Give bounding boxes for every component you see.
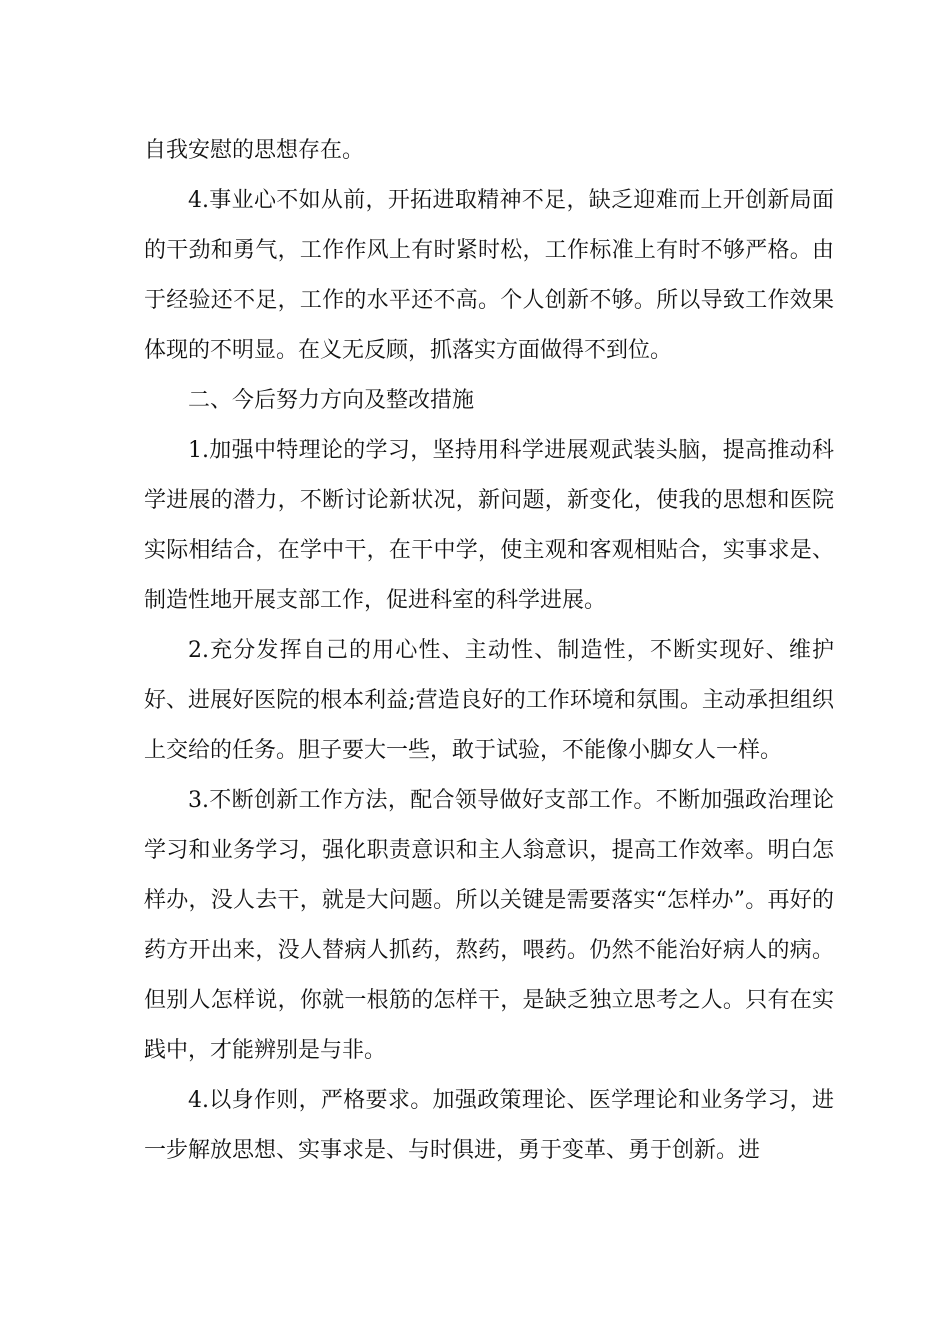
paragraph-measure-4: 4.以身作则，严格要求。加强政策理论、医学理论和业务学习，进一步解放思想、实事求是、与时俱进，勇于变革、勇于创新。进 — [144, 1088, 834, 1163]
paragraph-measure-3: 3.不断创新工作方法，配合领导做好支部工作。不断加强政治理论学习和业务学习，强化职责意识和主人翁意识，提高工作效率。明白怎样办，没人去干，就是大问题。所以关键是需要落实“怎样办”。再好的药方开出来，没人替病人抓药，熬药，喂药。仍然不能治好病人的病。但别人怎样说，你就一根筋的怎样干，是缺乏独立思考之人。只有在实践中，才能辨别是与非。 — [144, 788, 834, 1063]
paragraph-measure-2: 2.充分发挥自己的用心性、主动性、制造性，不断实现好、维护好、进展好医院的根本利益;营造良好的工作环境和氛围。主动承担组织上交给的任务。胆子要大一些，敢于试验，不能像小脚女人一样。 — [144, 638, 834, 763]
paragraph-measure-1: 1.加强中特理论的学习，坚持用科学进展观武装头脑，提高推动科学进展的潜力，不断讨论新状况，新问题，新变化，使我的思想和医院实际相结合，在学中干，在干中学，使主观和客观相贴合，实事求是、制造性地开展支部工作，促进科室的科学进展。 — [144, 438, 834, 613]
paragraph-continuation: 自我安慰的思想存在。 — [144, 138, 365, 163]
document-page — [144, 126, 834, 1176]
section-heading: 二、今后努力方向及整改措施 — [188, 388, 475, 413]
paragraph-item-4: 4.事业心不如从前，开拓进取精神不足，缺乏迎难而上开创新局面的干劲和勇气，工作作风上有时紧时松，工作标准上有时不够严格。由于经验还不足，工作的水平还不高。个人创新不够。所以导致工作效果体现的不明显。在义无反顾，抓落实方面做得不到位。 — [144, 188, 834, 363]
